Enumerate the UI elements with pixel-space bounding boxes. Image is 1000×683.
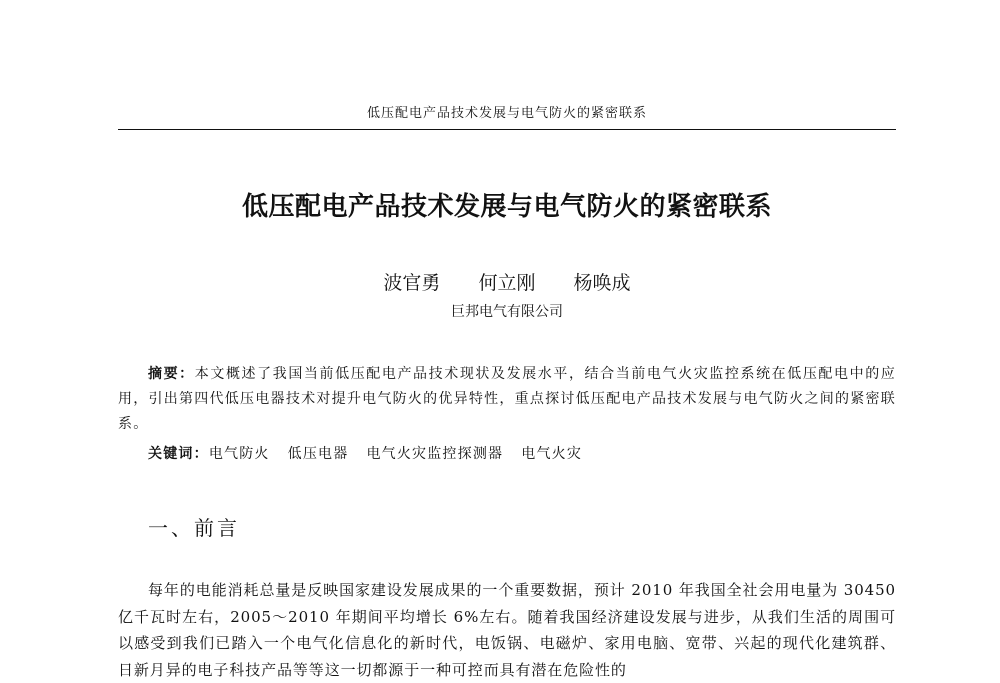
- keyword: 电气火灾: [521, 446, 583, 462]
- affiliation: 巨邦电气有限公司: [451, 304, 563, 320]
- running-header: 低压配电产品技术发展与电气防火的紧密联系: [366, 106, 647, 121]
- keyword: 电气防火: [208, 446, 270, 462]
- paper-title: 低压配电产品技术发展与电气防火的紧密联系: [241, 192, 772, 222]
- author-name: 波官勇: [383, 272, 441, 294]
- abstract-label: 摘要：: [148, 366, 195, 382]
- keywords: [148, 443, 896, 463]
- keyword: 电气火灾监控探测器: [366, 446, 504, 462]
- abstract: [118, 362, 896, 437]
- header-rule: [118, 129, 896, 130]
- keyword: 低压电器: [287, 446, 349, 462]
- abstract-text: 本文概述了我国当前低压配电产品技术现状及发展水平，结合当前电气火灾监控系统在低压配电中的应用，引出第四代低压电器技术对提升电气防火的优异特性，重点探讨低压配电产品技术发展与电气防火之间的紧密联系。: [118, 366, 896, 432]
- body-paragraph: 每年的电能消耗总量是反映国家建设发展成果的一个重要数据，预计 2010 年我国全社会用电量为 30450 亿千瓦时左右，2005～2010 年期间平均增长 6%左右。随着我国经济建设发展与进步，从我们生活的周围可以感受到我们已踏入一个电气化信息化的新时代，电饭锅、电磁炉、家用电脑、宽带、兴起的现代化建筑群、日新月异的电子科技产品等等这一切都源于一种可控而具有潜在危险性的: [118, 581, 896, 679]
- author-name: 杨唤成: [573, 272, 631, 294]
- author-list: [118, 268, 896, 295]
- section-heading: 一、前言: [148, 516, 240, 540]
- author-name: 何立刚: [478, 272, 536, 294]
- keywords-label: 关键词：: [148, 446, 209, 462]
